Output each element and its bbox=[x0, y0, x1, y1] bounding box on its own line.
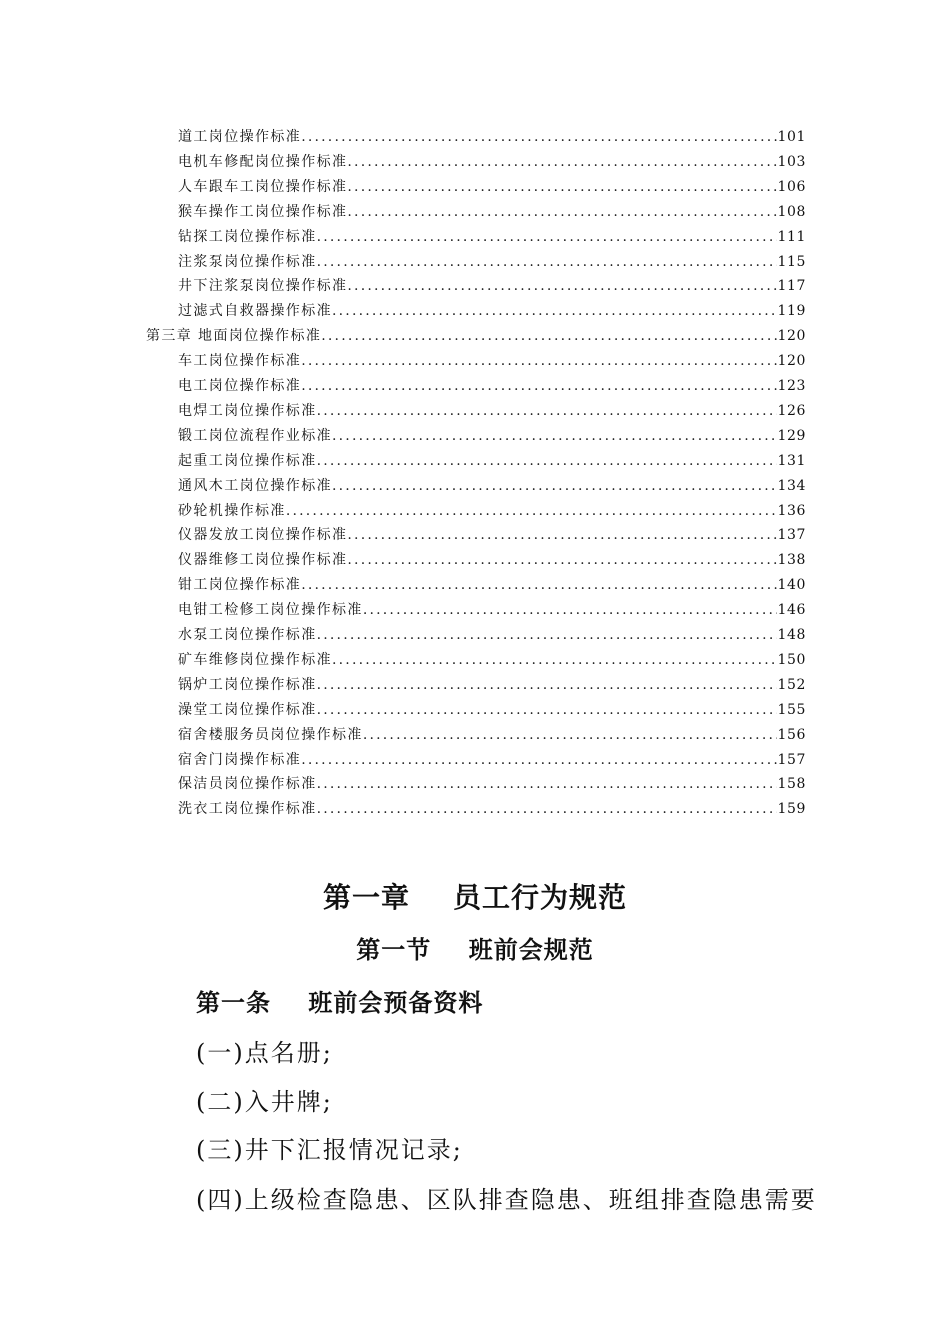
toc-entry bbox=[178, 450, 806, 472]
toc-dot-leader bbox=[317, 702, 778, 718]
toc-entry-title: 仪器维修工岗位操作标准 bbox=[178, 552, 348, 569]
body-line: (二)入井牌; bbox=[196, 1088, 333, 1116]
toc-entry bbox=[178, 475, 806, 497]
toc-dot-leader bbox=[363, 727, 778, 743]
toc-entry-title: 锅炉工岗位操作标准 bbox=[178, 676, 317, 693]
toc-entry-page: 159 bbox=[777, 801, 806, 818]
section-heading: 第一节 班前会规范 bbox=[356, 935, 594, 964]
toc-dot-leader bbox=[317, 403, 778, 419]
toc-dot-leader bbox=[301, 378, 777, 394]
toc-entry bbox=[178, 724, 806, 746]
toc-dot-leader bbox=[347, 204, 777, 220]
toc-dot-leader bbox=[317, 776, 778, 792]
toc-entry-title: 洗衣工岗位操作标准 bbox=[178, 801, 317, 818]
body-line: (三)井下汇报情况记录; bbox=[196, 1136, 463, 1164]
toc-dot-leader bbox=[301, 129, 777, 145]
toc-entry bbox=[178, 425, 806, 447]
toc-entry-page: 155 bbox=[777, 701, 806, 718]
toc-chapter-entry bbox=[146, 325, 806, 347]
toc-entry-title: 猴车操作工岗位操作标准 bbox=[178, 203, 348, 220]
toc-entry bbox=[178, 500, 806, 522]
toc-entry-page: 136 bbox=[777, 502, 806, 519]
chapter-heading: 第一章 员工行为规范 bbox=[323, 881, 627, 914]
toc-entry-title: 仪器发放工岗位操作标准 bbox=[178, 527, 348, 544]
toc-entry-title: 井下注浆泵岗位操作标准 bbox=[178, 278, 348, 295]
toc-entry-title: 电工岗位操作标准 bbox=[178, 378, 302, 394]
toc-entry-title: 矿车维修岗位操作标准 bbox=[178, 651, 332, 668]
toc-dot-leader bbox=[347, 527, 777, 543]
toc-entry-title: 道工岗位操作标准 bbox=[178, 129, 302, 145]
toc-dot-leader bbox=[286, 503, 778, 519]
toc-dot-leader bbox=[332, 303, 777, 319]
toc-dot-leader bbox=[301, 577, 777, 593]
toc-entry-title: 过滤式自救器操作标准 bbox=[178, 303, 332, 320]
toc-entry-page: 117 bbox=[777, 278, 806, 295]
toc-entry-page: 131 bbox=[777, 452, 806, 469]
toc-entry bbox=[178, 574, 806, 596]
toc-entry-page: 134 bbox=[777, 477, 806, 494]
toc-dot-leader bbox=[317, 677, 778, 693]
toc-dot-leader bbox=[301, 752, 777, 768]
toc-dot-leader bbox=[317, 627, 778, 643]
toc-entry bbox=[178, 275, 806, 297]
toc-dot-leader bbox=[347, 278, 777, 294]
toc-entry-page: 101 bbox=[777, 129, 806, 145]
toc-entry-title: 人车跟车工岗位操作标准 bbox=[178, 178, 348, 195]
toc-entry-title: 保洁员岗位操作标准 bbox=[178, 776, 317, 793]
toc-entry-page: 156 bbox=[777, 726, 806, 743]
toc-entry-title: 水泵工岗位操作标准 bbox=[178, 627, 317, 643]
toc-entry bbox=[178, 649, 806, 671]
toc-entry-title: 宿舍门岗操作标准 bbox=[178, 751, 302, 768]
toc-entry bbox=[178, 400, 806, 422]
toc-entry bbox=[178, 524, 806, 546]
toc-entry bbox=[178, 699, 806, 721]
toc-entry-page: 129 bbox=[777, 427, 806, 444]
toc-entry bbox=[178, 151, 806, 173]
toc-entry bbox=[178, 549, 806, 571]
toc-entry bbox=[178, 773, 806, 795]
toc-dot-leader bbox=[332, 478, 777, 494]
toc-entry-page: 120 bbox=[777, 353, 806, 370]
toc-entry bbox=[178, 375, 806, 397]
toc-entry bbox=[178, 798, 806, 820]
toc-dot-leader bbox=[332, 652, 777, 668]
toc-entry-title: 注浆泵岗位操作标准 bbox=[178, 253, 317, 270]
toc-entry-page: 138 bbox=[777, 552, 806, 569]
toc-entry-title: 钻探工岗位操作标准 bbox=[178, 228, 317, 245]
toc-entry-page: 150 bbox=[777, 651, 806, 668]
body-line: (四)上级检查隐患、区队排查隐患、班组排查隐患需要 bbox=[196, 1186, 817, 1214]
toc-entry-title: 电机车修配岗位操作标准 bbox=[178, 153, 348, 170]
toc-entry-title: 第三章 地面岗位操作标准 bbox=[146, 328, 322, 345]
toc-entry bbox=[178, 300, 806, 322]
toc-entry-title: 车工岗位操作标准 bbox=[178, 353, 302, 370]
toc-dot-leader bbox=[332, 428, 777, 444]
toc-entry-title: 钳工岗位操作标准 bbox=[178, 577, 302, 594]
toc-entry-title: 通风木工岗位操作标准 bbox=[178, 477, 332, 494]
toc-entry-title: 砂轮机操作标准 bbox=[178, 502, 286, 519]
toc-entry bbox=[178, 126, 806, 148]
toc-entry bbox=[178, 599, 806, 621]
toc-entry-page: 119 bbox=[777, 303, 806, 320]
toc-dot-leader bbox=[317, 453, 778, 469]
toc-entry bbox=[178, 624, 806, 646]
toc-entry-page: 152 bbox=[777, 676, 806, 693]
toc-dot-leader bbox=[317, 254, 778, 270]
toc-entry-page: 126 bbox=[777, 402, 806, 419]
toc-entry bbox=[178, 350, 806, 372]
toc-entry-title: 澡堂工岗位操作标准 bbox=[178, 701, 317, 718]
toc-dot-leader bbox=[347, 552, 777, 568]
toc-dot-leader bbox=[347, 154, 777, 170]
toc-entry-page: 123 bbox=[777, 378, 806, 394]
toc-entry-title: 宿舍楼服务员岗位操作标准 bbox=[178, 726, 363, 743]
toc-entry-page: 146 bbox=[777, 602, 806, 619]
toc-dot-leader bbox=[347, 179, 777, 195]
toc-dot-leader bbox=[301, 353, 777, 369]
toc-entry-page: 157 bbox=[777, 751, 806, 768]
toc-entry-page: 158 bbox=[777, 776, 806, 793]
toc-entry-page: 106 bbox=[777, 178, 806, 195]
toc-entry bbox=[178, 176, 806, 198]
toc-entry-title: 电焊工岗位操作标准 bbox=[178, 402, 317, 419]
toc-entry bbox=[178, 201, 806, 223]
article-heading: 第一条 班前会预备资料 bbox=[196, 988, 484, 1017]
toc-entry bbox=[178, 226, 806, 248]
toc-entry-title: 电钳工检修工岗位操作标准 bbox=[178, 602, 363, 619]
toc-dot-leader bbox=[321, 328, 777, 344]
toc-entry-page: 120 bbox=[777, 328, 806, 345]
toc-entry bbox=[178, 251, 806, 273]
toc-entry-page: 140 bbox=[777, 577, 806, 594]
toc-entry-page: 108 bbox=[777, 203, 806, 220]
toc-entry bbox=[178, 674, 806, 696]
body-line: (一)点名册; bbox=[196, 1039, 333, 1067]
toc-entry-page: 148 bbox=[777, 627, 806, 643]
toc-dot-leader bbox=[317, 801, 778, 817]
toc-entry-title: 起重工岗位操作标准 bbox=[178, 452, 317, 469]
toc-entry-title: 锻工岗位流程作业标准 bbox=[178, 427, 332, 444]
toc-entry-page: 137 bbox=[777, 527, 806, 544]
toc-dot-leader bbox=[363, 602, 778, 618]
toc-dot-leader bbox=[317, 229, 778, 245]
toc-entry-page: 111 bbox=[777, 228, 806, 245]
toc-entry bbox=[178, 749, 806, 771]
toc-entry-page: 103 bbox=[777, 153, 806, 170]
toc-entry-page: 115 bbox=[777, 253, 806, 270]
